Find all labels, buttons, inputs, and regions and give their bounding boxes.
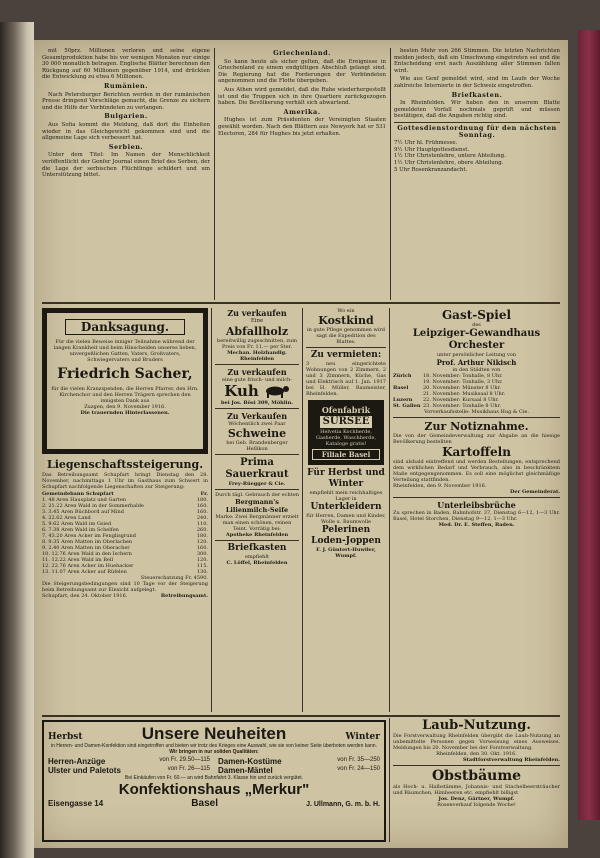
column-divider [390, 48, 391, 300]
deceased-name: Friedrich Sacher, [57, 366, 193, 382]
concert-date: 18. November: Tonhalle, 8 Uhr. [423, 373, 503, 379]
parcel-description: 11. 12.22 Aren Wald im Bell [42, 557, 114, 563]
ad-text: als Hoch- u. Halbstämme, Johannis- und Stachelbeersträucher und Bäumchen, Himbeeren etc. empfiehlt billigst [393, 784, 560, 796]
ad-title: Obstbäume [431, 768, 522, 784]
cow-ad-row [215, 383, 299, 400]
news-text: Nach Petersburger Berichten werden in der rumänischen Presse dringend Vorschläge gemacht, die Grenze zu sichern und die Hilfe der Verbündeten zu verlangen. [42, 91, 210, 111]
ad-text: Die von der Gemeindeverwaltung zur Abgabe an die hiesige Bevölkerung bestellten [393, 433, 560, 445]
ad-text: Wo ein [337, 308, 355, 314]
classified-column-3 [393, 308, 560, 712]
ad-title: Danksagung. [65, 319, 185, 335]
parcel-value: 240. [196, 515, 208, 521]
section-heading-gottesdienst: Gottesdienstordnung für den nächsten Sonntag. [394, 122, 560, 138]
classified-column-2 [306, 308, 386, 712]
ad-divider [215, 454, 299, 455]
ad-text: Wir bringen in nur soliden Qualitäten: [169, 749, 259, 755]
product-price: von Fr. 35—250 [337, 757, 380, 763]
neuheiten-header [48, 724, 380, 743]
news-text: besten Mehr von 266 Stimmen. Die letzten Nachrichten melden jedoch, daß ein Umschwung eingetreten sei und die Entscheidung erst nach Auszählung aller Stimmen fallen wird. [394, 48, 560, 74]
section-heading-briefkasten: Briefkasten. [451, 90, 503, 99]
parcel-value: 180. [196, 533, 208, 539]
ad-text: Vorverkaufsstelle: Musikhaus Hug & Cie. [424, 409, 529, 415]
ad-text: Die Forstverwaltung Rheinfelden übergibt die Laub-Nutzung an unbemittelte Personen gegen Vorweisung eines Ausweises. Meldungen bis 20. November bei der Forstverwaltung. [393, 733, 560, 751]
ad-text: des [472, 322, 481, 328]
property-table [42, 497, 208, 575]
price-list-left [48, 757, 210, 775]
product-name: Damen-Mäntel [218, 766, 273, 775]
ad-divider [215, 540, 299, 541]
season-label: Herbst [48, 732, 83, 742]
parcel-value: 110. [196, 521, 208, 527]
ad-text: Die Steigerungsbedingungen sind 10 Tage vor der Steigerung beim Betreibungsamt zur Einsicht aufgelegt. [42, 581, 208, 593]
news-column-1 [42, 48, 210, 298]
parcel-value: 120. [196, 557, 208, 563]
ad-text: Helvetia Kochherde, Gasherde, Waschherde, Kataloge gratis! [315, 429, 377, 447]
parcel-description: 1. 48 Aren Hausplatz und Garten [42, 497, 127, 503]
ad-title: Kartoffeln [442, 445, 511, 459]
ad-text: Das Betreibungsamt Schupfart bringt Dienstag den 28. November, nachmittags 1 Uhr im Gasthaus zum Schwert in Schupfart nachfolgende Liegenschaften zur Steigerung: [42, 472, 208, 490]
parcel-value: 260. [196, 527, 208, 533]
ad-text: Bei Einkäufen von Fr. 60.— an wird Bahnfahrt 3. Klasse hin und zurück vergütet. [124, 775, 304, 781]
concert-city: Basel [393, 385, 409, 391]
section-heading-bulgarien: Bulgarien. [104, 112, 148, 121]
column-divider [214, 48, 215, 300]
ad-title: Unterleibsbrüche [437, 500, 516, 510]
book-spine-left [0, 22, 34, 858]
ad-title: Abfallholz [225, 324, 289, 338]
service-time: 7½ Uhr hl. Frühmesse. [394, 140, 458, 147]
ad-header: Zu verkaufen [227, 366, 287, 377]
ad-text: 3 neu eingerichtete Wohnungen von 2 Zimmern, 2 und 3 Zimmern, Küche, Gas und Elektrisch auf 1. Jan. 1917 bei H. Müller, Baumeister, Rheinfelden. [306, 361, 386, 397]
product-price: von Fr. 26—115 [167, 766, 210, 772]
ad-title: Laub-Nutzung. [422, 718, 531, 733]
service-time: 1½ Uhr Christenlehre, untere Abteilung. [394, 153, 506, 160]
ad-text: Wöchentlich zwei Paar [228, 420, 286, 427]
table-total: Steuerschatzung Fr. 4590. [140, 575, 208, 581]
ad-divider [306, 347, 386, 348]
parcel-value: 160. [196, 503, 208, 509]
ad-signature: C. Löffel, Rheinfelden [226, 559, 288, 566]
ad-title: Kostkind [318, 314, 374, 327]
concert-date: 21. November: Musiksaal 8 Uhr. [423, 391, 506, 397]
ad-signature: Die trauernden Hinterlassenen. [80, 410, 170, 416]
ad-signature: Betreibungsamt. [160, 593, 208, 599]
newspaper-page [34, 40, 568, 848]
concert-city: Zürich [393, 373, 412, 379]
parcel-description: 8. 9.35 Aren Matten im Oberlachen [42, 539, 133, 545]
ad-divider [393, 497, 560, 498]
ad-signature: Apotheke Rheinfelden [225, 531, 289, 538]
parcel-description: 6. 7.38 Aren Wald im Schelfen [42, 527, 119, 533]
parcel-value: 300. [196, 551, 208, 557]
ad-signature: Frey-Rüegger & Cie. [228, 480, 286, 487]
parcel-description: 2. 21.22 Aren Wald in der Sommerhalde [42, 503, 144, 509]
ad-text: Marke: Zwei Bergmänner erzielt man einen schönen, reinen Teint. Vorrätig bei: [215, 513, 299, 532]
ad-text: Für die vielen Beweise inniger Teilnahme während der langen Krankheit und beim Hinscheiden unseres lieben, unvergeßlichen Gatten, Vaters, Großvaters, Schwiegervaters und Bruders [53, 339, 197, 363]
product-name: Ulster und Paletots [48, 766, 121, 775]
parcel-value: 120. [196, 539, 208, 545]
ad-footer [42, 593, 208, 599]
ad-title: Unterkleidern [310, 502, 382, 512]
parcel-description: 4. 22.62 Aren Land [42, 515, 91, 521]
table-header-label: Gemeindebann Schupfart [42, 491, 114, 497]
column-divider [211, 308, 212, 712]
column-divider [389, 308, 390, 712]
ad-text: bereitwillig zugeschnitten, zum Preis von Fr. 11.— per Ster. [217, 337, 297, 350]
ad-signature: Der Gemeinderat. [510, 489, 560, 495]
classified-column [215, 308, 299, 712]
concert-date: 23. November: Tonhalle 8 Uhr. [423, 403, 502, 409]
ad-date: Schupfart, den 24. Oktober 1916. [42, 593, 128, 599]
section-heading-griechenland: Griechenland. [273, 49, 331, 57]
news-text: In Rheinfelden. Wir haben den in unserem Blatte gemeldeten Vorfall nochmals geprüft und müssen bestätigen, daß die Angaben richtig sind. [394, 100, 560, 120]
ad-title: Zu vermieten: [310, 350, 382, 360]
news-text: So kann heute als sicher gelten, daß die Ereignisse in Griechenland zu einem endgültigen Abschluß gelangt sind. Die Regierung hat die Forderungen der Verbündeten angenommen und die Flotte übergeben. [218, 58, 386, 85]
section-heading-amerika: Amerika. [283, 107, 321, 116]
orchestra-name: Leipziger-Gewandhaus Orchester [412, 328, 541, 351]
ad-signature: bei Jos. Bösi 309, Möhlin. [221, 399, 293, 406]
parcel-value: 115. [196, 563, 208, 569]
news-column-3 [394, 48, 560, 298]
parcel-value: 160. [196, 509, 208, 515]
parcel-description: 10. 12.76 Aren Wald in den Ischern [42, 551, 132, 557]
brand-name: SURSEE [320, 416, 372, 428]
ad-title: Bergmann's Lilienmilch-Seife [225, 497, 289, 514]
service-time: 5 Uhr Rosenkranzandacht. [394, 166, 468, 173]
news-text: Wie aus Genf gemeldet wird, sind im Laufe der Woche zahlreiche Internierte in der Schweiz eingetroffen. [394, 76, 560, 89]
product-price: von Fr. 24—150 [337, 766, 380, 772]
parcel-description: 12. 22.76 Aren Acker im Huebacker [42, 563, 134, 569]
cow-icon [262, 384, 290, 398]
service-time: 1½ Uhr Christenlehre, obere Abteilung. [394, 159, 504, 166]
store-footer [48, 798, 380, 809]
ofenfabrik-ad [308, 400, 384, 465]
concert-date: 20. November: Münster 8 Uhr. [423, 385, 501, 391]
ad-text: sind alsbald eintreffend und werden Bestellungen, entsprechend dem wirklichen Bedarf und Verbrauch, also in beschränktem Maße entgegengenommen. Es soll eine möglichst gleichmäßige Verteilung stattfinden. [393, 459, 560, 483]
parcel-description: 5. 9.62 Aren Wald im Gsied [42, 521, 112, 527]
ad-signature: Jos. Denz, Gärtner, Wumpf. [438, 796, 515, 802]
ad-header: Zu Verkaufen [226, 410, 288, 421]
section-heading-rumaenien: Rumänien. [103, 81, 149, 90]
section-divider [42, 715, 560, 717]
ad-title: Zur Notiznahme. [424, 420, 529, 433]
ad-date: Zuzgen, den 9. November 1916. [84, 404, 166, 410]
ad-divider [393, 765, 560, 766]
ad-text: Rosenverkauf folgende Woche! [437, 802, 516, 808]
ad-title: Kuh [224, 381, 259, 400]
news-text: Hughes ist zum Präsidenten der Vereinigten Staaten gewählt worden. Nach den Blättern aus Newyork hat er 531 Electoren, 284 für Hughes bis jetzt erhalten. [218, 117, 386, 137]
ad-signature: Filiale Basel [312, 449, 380, 460]
ad-title: Ofenfabrik [321, 405, 371, 415]
ad-text: Zu sprechen in Baden, Bahnhofstr. 37, Dienstag 6—12, 1—3 Uhr. Basel, Hotel Storchen, Dienstag 9—12, 1—3 Uhr. [393, 510, 560, 522]
ad-text: in Herren- und Damen-Konfektion sind eingetroffen und bieten wir trotz des Krieges eine Auswahl, wie sie von keiner Seite überboten werden kann. [51, 743, 377, 749]
liegenschaft-ad [42, 458, 208, 710]
price-list-right [218, 757, 380, 775]
parcel-value: 130. [196, 569, 208, 575]
parcel-description: 9. 2.40 Aren Matten im Oberacher [42, 545, 130, 551]
product-name: Damen-Kostüme [218, 757, 282, 766]
concert-city: Luzern [393, 397, 413, 403]
product-name: Herren-Anzüge [48, 757, 106, 766]
ad-signature: F. J. Güntert-Huwiler, Wumpf. [316, 547, 376, 559]
ad-signature: Stadtforstverwaltung Rheinfelden. [463, 757, 560, 763]
news-text: Aus Athen wird gemeldet, daß die Ruhe wiederhergestellt ist und die Truppen sich in ihre Quartiere zurückgezogen haben. Die Bevölkerung verhält sich abwartend. [218, 86, 386, 107]
ad-title: Prima Sauerkraut [225, 456, 289, 480]
ad-header: Zu verkaufen [227, 308, 287, 318]
parcel-value: 180. [196, 497, 208, 503]
price-list [48, 757, 380, 775]
ad-signature: bei Geb. Brandenberger Hellikon [226, 439, 288, 452]
column-divider [302, 308, 303, 712]
conductor-name: Prof. Arthur Nikisch [436, 358, 517, 367]
parcel-value: 160. [196, 545, 208, 551]
news-column-2 [218, 48, 386, 298]
parcel-description: 3. 3.45 Aren Büchbord auf Mind [42, 509, 124, 515]
store-owner: J. Ullmann, G. m. b. H. [306, 801, 380, 808]
ad-title: Schweine [227, 426, 287, 440]
ad-text: für die vielen Kranzspenden, die Herren Pfarrer, den Hrn. Kirchenchor und den Herren Trägern sprechen den innigsten Dank aus [51, 386, 199, 404]
service-time: 9½ Uhr Hauptgottesdienst. [394, 146, 470, 153]
column-divider [389, 718, 390, 842]
book-cover-right [578, 30, 600, 820]
ad-date: Rheinfelden, den 30. Okt. 1916. [436, 751, 517, 757]
ad-divider [215, 489, 299, 490]
ad-text: in den Städten von [452, 367, 501, 373]
concert-city: St. Gallen [393, 403, 421, 409]
ad-title: Für Herbst und Winter [307, 468, 385, 489]
parcel-description: 7. 43.20 Aren Acker im Fenglisgrund [42, 533, 136, 539]
ad-signature: Med. Dr. E. Steffen, Baden. [438, 522, 515, 528]
parcel-description: 13. 11.07 Aren Acker auf Rüfelen [42, 569, 127, 575]
ad-divider [393, 417, 560, 418]
ad-text: für Herren, Damen und Kinder, Wolle u. Baumwolle [306, 513, 386, 525]
ad-text: unter persönlicher Leitung von [436, 352, 517, 358]
news-text: Aus Sofia kommt die Meldung, daß dort die Einheiten wieder in das Gleichgewicht gekommen sind und die allgemeine Lage sich verbessert hat. [42, 121, 210, 142]
table-header-unit: Fr. [200, 491, 208, 497]
ad-title: Unsere Neuheiten [141, 724, 287, 743]
season-label: Winter [345, 732, 380, 742]
ad-text: eine gute frisch- und milch- [222, 376, 292, 383]
ad-divider [215, 408, 299, 409]
news-text: mit 50prz. Millionen verloren und seine eigene Gesamtproduktion habe bis vor wenigen Monaten nur einige 30 000 monatlich betragen. Englische Blätter berechnen den Rückgang auf 60 Millionen gegenüber 1914, und drückten die Entwicklung zu etwa 6 Millionen. [42, 48, 210, 81]
news-text: Unter dem Titel: Im Namen der Menschlichkeit veröffentlicht der Genfer Journal einen Brief des Serben, der die Lage der serbischen Flüchtlinge schildert und um Unterstützung bittet. [42, 152, 210, 179]
store-address: Eisengasse 14 [48, 799, 104, 808]
neuheiten-ad [42, 720, 386, 842]
store-city: Basel [191, 798, 218, 809]
ad-text: Durch tägl. Gebrauch der echten [215, 491, 299, 498]
section-divider [42, 302, 560, 304]
ad-text: Eine [250, 318, 264, 324]
ad-title: Briefkasten [227, 542, 287, 553]
store-name: Konfektionshaus „Merkur" [118, 781, 310, 798]
ad-title: Gast-Spiel [441, 308, 512, 322]
ad-text: in gute Pflege genommen wird sagt die Expedition des Blattes. [307, 327, 385, 345]
ad-date: Rheinfelden, den 9. November 1916. [393, 483, 487, 489]
danksagung-ad [42, 308, 208, 454]
ad-divider [215, 364, 299, 365]
section-heading-serbien: Serbien. [108, 142, 144, 151]
concert-schedule [393, 373, 560, 409]
ad-signature: Mechan. Holzhandlg. Rheinfelden [227, 349, 287, 362]
product-price: von Fr. 29.50—115 [159, 757, 210, 763]
classified-column-4 [393, 718, 560, 842]
ad-text: empfiehlt [244, 553, 270, 560]
ad-title: Pelerinen Loden-Joppen [311, 525, 381, 546]
concert-date: 19. November: Tonhalle, 3 Uhr. [423, 379, 503, 385]
ad-title: Liegenschaftssteigerung. [46, 458, 204, 471]
ad-text: empfiehlt mein reichhaltiges Lager in [309, 490, 383, 502]
concert-date: 22. November: Kursaal 8 Uhr. [423, 397, 499, 403]
